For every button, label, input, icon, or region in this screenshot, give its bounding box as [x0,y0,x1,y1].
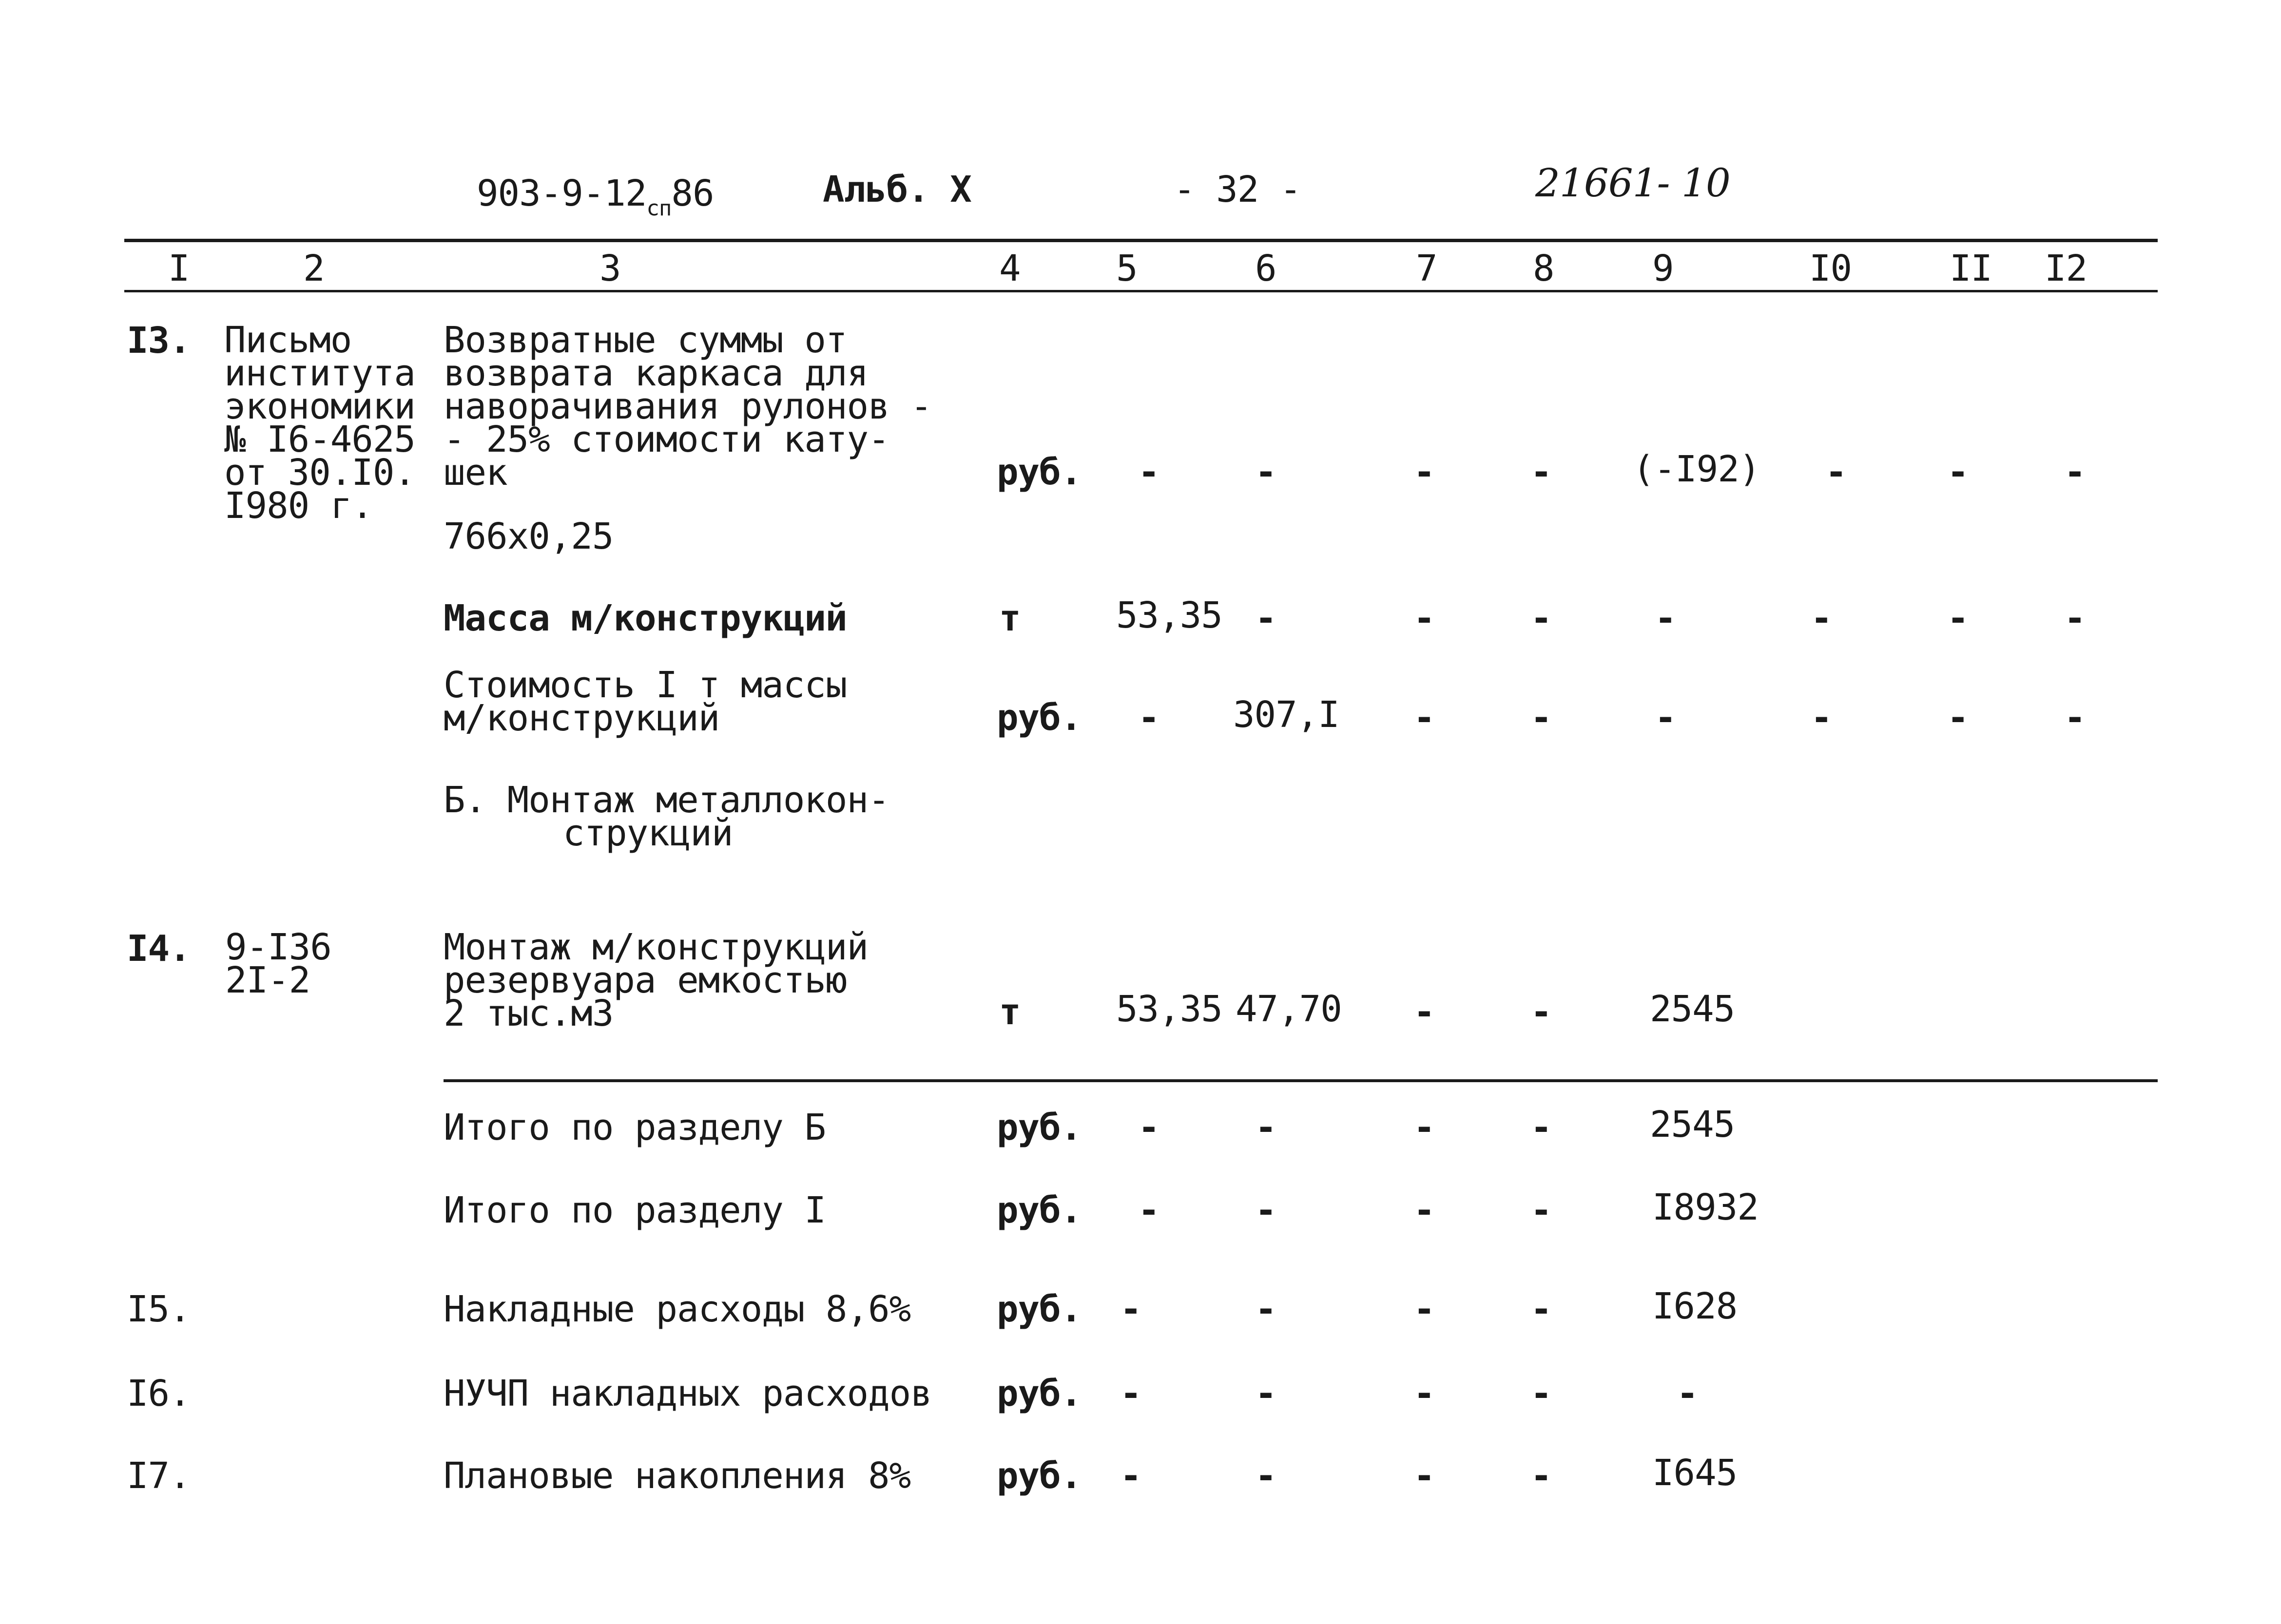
cell-col7: - [1413,991,1435,1033]
header-top-rule [124,239,2158,242]
name-line: шек [444,452,507,494]
name-line: резервуара емкостью [444,959,847,1001]
cell-col7: - [1413,597,1435,639]
cell-col6: - [1255,1373,1277,1414]
cell-col8: - [1530,1107,1552,1148]
section-heading [444,779,889,854]
cell-col6: 47,70 [1236,988,1342,1030]
cell-col6: - [1255,451,1277,493]
cell-col9: 2545 [1650,988,1735,1030]
cell-col7: - [1413,1288,1435,1330]
cell-col8: - [1530,991,1552,1033]
cell-col7: - [1413,1189,1435,1231]
cell-col6: - [1255,1455,1277,1497]
column-header-9: 9 [1652,248,1674,289]
row-name [444,926,869,1034]
cell-col9: (-I92) [1633,448,1760,490]
doc-code-main: 903-9-12 [477,172,647,214]
column-header-11: II [1950,248,1992,289]
row-name: Накладные расходы 8,6% [444,1288,911,1330]
heading-line: Б. Монтаж металлокон- [444,779,889,821]
cell-col7: - [1413,697,1435,739]
column-header-10: I0 [1809,248,1852,289]
source-line: Письмо [224,319,352,361]
source-line: 2I-2 [225,959,310,1001]
row-name [444,319,932,494]
cell-col5: - [1138,451,1160,493]
doc-code-year: 86 [671,172,714,214]
name-line: Возвратные суммы от [444,319,847,361]
name-line: Монтаж м/конструкций [444,926,869,968]
cell-col12: - [2064,697,2086,739]
cell-col5: - [1120,1455,1142,1497]
name-line: возврата каркаса для [444,352,869,394]
cell-col9: I8932 [1652,1186,1759,1228]
cell-col9: - [1655,597,1677,639]
row-unit: т [999,597,1021,639]
cell-col11: - [1947,451,1969,493]
column-header-8: 8 [1533,248,1554,289]
section-separator-rule [444,1079,2158,1082]
cell-col12: - [2064,451,2086,493]
cell-col8: - [1530,1373,1552,1414]
cell-col8: - [1530,697,1552,739]
name-line: наворачивания рулонов - [444,385,932,427]
cell-col8: - [1530,1288,1552,1330]
row-unit: руб. [997,1373,1082,1414]
doc-code [477,172,714,221]
cell-col11: - [1947,697,1969,739]
cell-col10: - [1811,597,1833,639]
cell-col8: - [1530,451,1552,493]
cell-col6: - [1255,1107,1277,1148]
name-line: Стоимость I т массы [444,664,847,706]
row-source [225,926,331,1001]
cell-col6: 307,I [1233,694,1339,736]
cell-col9: - [1677,1373,1699,1414]
cell-col5: - [1138,1107,1160,1148]
column-header-6: 6 [1255,248,1276,289]
row-unit: руб. [997,1455,1082,1497]
cell-col5: - [1120,1373,1142,1414]
inventory-number: 21661- 10 [1535,160,1730,206]
cell-col9: 2545 [1650,1104,1735,1146]
cell-col9: - [1655,697,1677,739]
row-number: I4. [127,928,191,970]
row-unit: т [999,991,1021,1033]
row-unit: руб. [997,1288,1082,1330]
row-unit: руб. [997,451,1082,493]
row-formula: 766x0,25 [444,516,614,557]
row-name: Итого по разделу I [444,1189,826,1231]
row-source [224,319,415,527]
cell-col6: - [1255,1288,1277,1330]
row-unit: руб. [997,1189,1082,1231]
cell-col10: - [1825,451,1847,493]
name-line: - 25% стоимости кату- [444,419,889,460]
cell-col7: - [1413,451,1435,493]
cell-col6: - [1255,1189,1277,1231]
cell-col5: - [1138,1189,1160,1231]
column-header-3: 3 [599,248,621,289]
cell-col7: - [1413,1373,1435,1414]
row-unit: руб. [997,1107,1082,1148]
row-name: Масса м/конструкций [444,597,847,639]
cell-col8: - [1530,1455,1552,1497]
cell-col8: - [1530,597,1552,639]
column-header-1: I [168,248,190,289]
row-number: I5. [127,1288,191,1330]
column-header-2: 2 [303,248,325,289]
cell-col10: - [1811,697,1833,739]
cell-col7: - [1413,1455,1435,1497]
source-line: от 30.I0. [224,452,415,494]
cell-col9: I645 [1652,1452,1738,1494]
header-bottom-rule [124,290,2158,292]
source-line: 9-I36 [225,926,331,968]
doc-code-sub: сп [646,196,672,221]
cell-col5: - [1138,697,1160,739]
source-line: экономики [224,385,415,427]
heading-line: струкций [563,812,733,854]
cell-col11: - [1947,597,1969,639]
page-number: - 32 - [1174,169,1301,210]
cell-col9: I628 [1652,1285,1738,1327]
column-header-4: 4 [999,248,1021,289]
cell-col5: 53,35 [1116,988,1222,1030]
row-number: I3. [127,320,191,362]
source-line: I980 г. [224,485,373,527]
column-header-5: 5 [1116,248,1138,289]
cell-col7: - [1413,1107,1435,1148]
row-name: Итого по разделу Б [444,1107,826,1148]
row-name: Плановые накопления 8% [444,1455,911,1497]
column-header-12: I2 [2045,248,2088,289]
cell-col5: - [1120,1288,1142,1330]
source-line: института [224,352,415,394]
album-label: Альб. X [823,169,971,210]
column-header-7: 7 [1416,248,1437,289]
name-line: м/конструкций [444,697,720,739]
cell-col5: 53,35 [1116,594,1222,636]
cell-col8: - [1530,1189,1552,1231]
row-name [444,664,847,739]
row-name: НУЧП накладных расходов [444,1373,932,1414]
cell-col6: - [1255,597,1277,639]
name-line: 2 тыс.м3 [444,993,614,1034]
cell-col12: - [2064,597,2086,639]
source-line: № I6-4625 [224,419,415,460]
row-number: I7. [127,1455,191,1497]
row-unit: руб. [997,697,1082,739]
row-number: I6. [127,1373,191,1414]
